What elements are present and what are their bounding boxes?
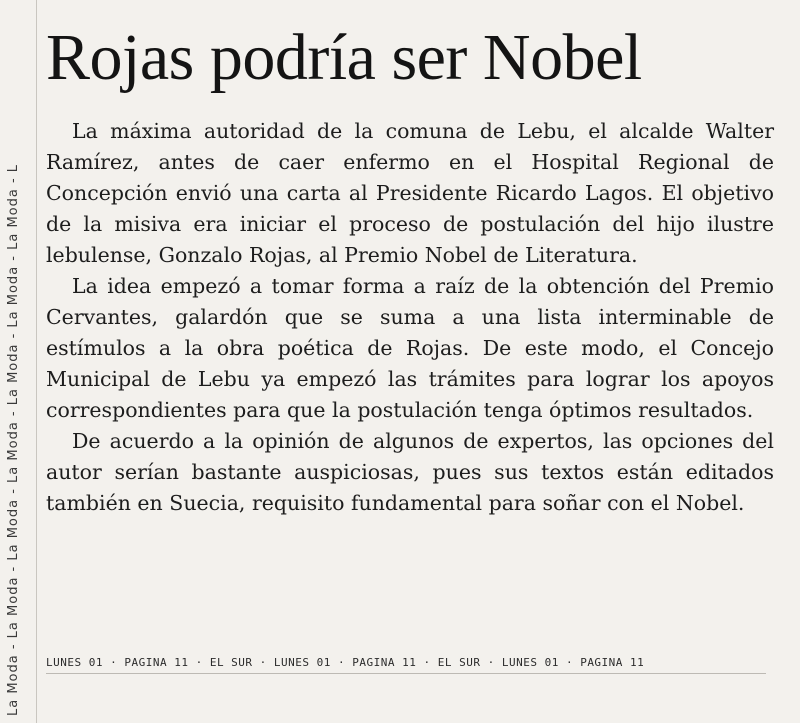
paragraph-1: La máxima autoridad de la comuna de Lebu, el alcalde Walter Ramírez, antes de caer enfermo en el Hospital Regional de Concepción envió una carta al Presidente Ricardo Lagos. El objetivo de la misiva era iniciar el proceso de postulación del hijo ilustre lebulense, Gonzalo Rojas, al Premio Nobel de Literatura. <box>46 119 774 267</box>
headline: Rojas podría ser Nobel <box>46 21 642 94</box>
side-margin-text: La Moda - La Moda - La Moda - La Moda - La Moda - La Moda - La Moda - L <box>6 163 21 716</box>
article-body <box>46 116 774 519</box>
side-margin-strip <box>0 0 37 723</box>
article <box>46 0 774 519</box>
paragraph-3: De acuerdo a la opinión de algunos de expertos, las opciones del autor serían bastante auspiciosas, pues sus textos están editados también en Suecia, requisito fundamental para soñar con el Nobel. <box>46 429 774 515</box>
footer-strip: LUNES 01 · PAGINA 11 · EL SUR · LUNES 01 · PAGINA 11 · EL SUR · LUNES 01 · PAGINA 11 <box>46 656 766 674</box>
paragraph-2: La idea empezó a tomar forma a raíz de la obtención del Premio Cervantes, galardón que se suma a una lista interminable de estímulos a la obra poética de Rojas. De este modo, el Concejo Municipal de Lebu ya empezó las trámites para lograr los apoyos correspondientes para que la postulación tenga óptimos resultados. <box>46 274 774 422</box>
